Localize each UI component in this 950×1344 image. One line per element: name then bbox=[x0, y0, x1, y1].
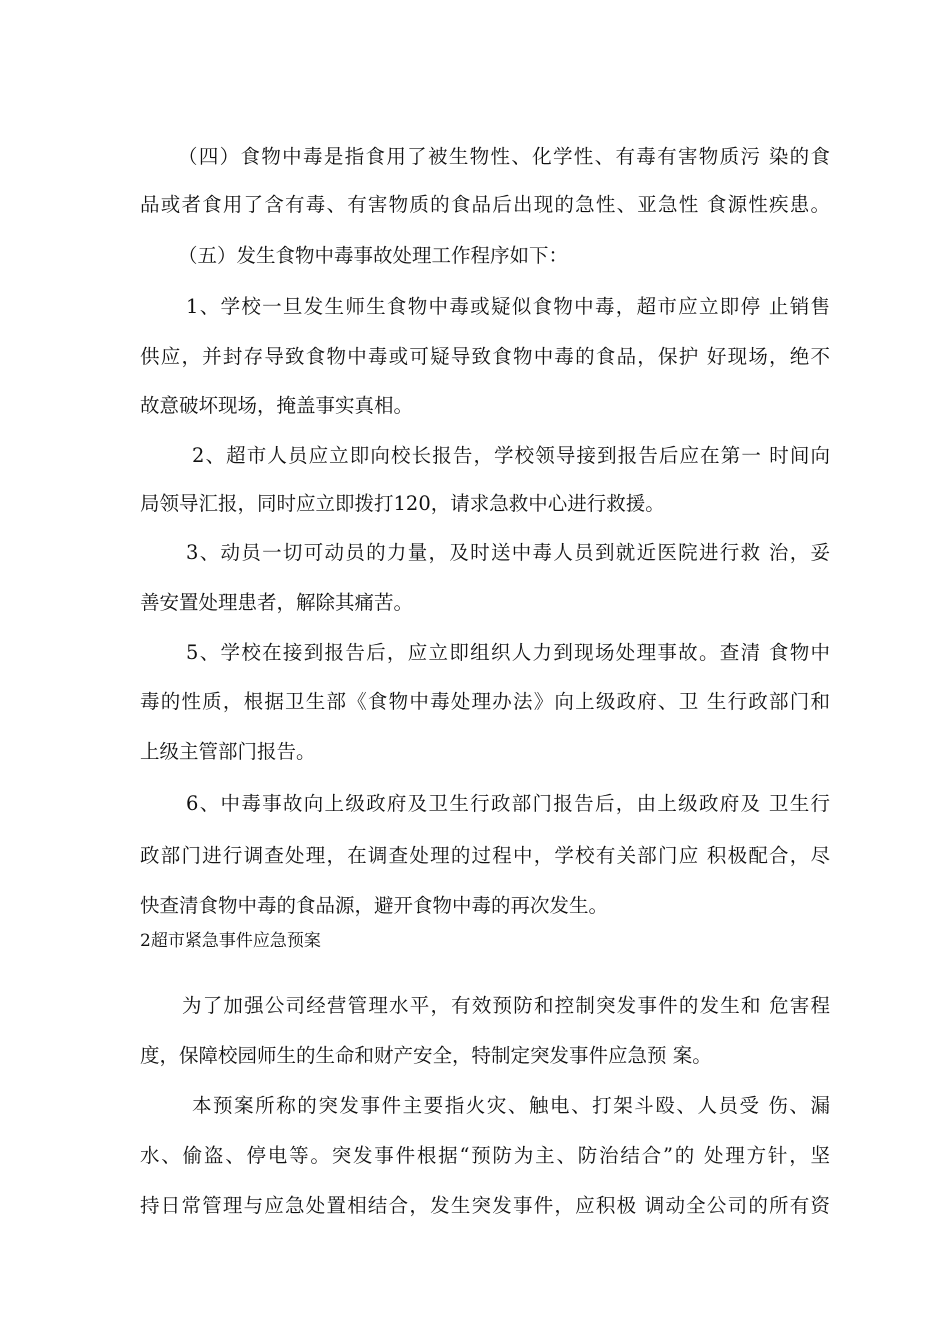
scope-line-3: 持日常管理与应急处置相结合，发生突发事件，应积极 调动全公司的所有资 bbox=[140, 1194, 830, 1217]
item-1-line-3: 故意破坏现场，掩盖事实真相。 bbox=[140, 394, 414, 417]
scope-line-2: 水、偷盗、停电等。突发事件根据“预防为主、防治结合”的 处理方针，坚 bbox=[140, 1144, 830, 1167]
item-5-line-3: 上级主管部门报告。 bbox=[140, 740, 316, 763]
item-1-line-2: 供应，并封存导致食物中毒或可疑导致食物中毒的食品，保护 好现场，绝不 bbox=[140, 345, 830, 368]
section-heading: 2超市紧急事件应急预案 bbox=[140, 931, 321, 951]
item-2-line-2: 局领导汇报，同时应立即拨打120，请求急救中心进行救援。 bbox=[140, 492, 665, 515]
item-3-line-1: 3、动员一切可动员的力量，及时送中毒人员到就近医院进行救 治，妥 bbox=[186, 541, 830, 564]
paragraph-4-line-2: 品或者食用了含有毒、有害物质的食品后出现的急性、亚急性 食源性疾患。 bbox=[140, 193, 830, 216]
paragraph-4-line-1: （四）食物中毒是指食用了被生物性、化学性、有毒有害物质污 染的食 bbox=[178, 145, 830, 168]
item-5-line-2: 毒的性质，根据卫生部《食物中毒处理办法》向上级政府、卫 生行政部门和 bbox=[140, 690, 830, 713]
intro-line-1: 为了加强公司经营管理水平，有效预防和控制突发事件的发生和 危害程 bbox=[182, 994, 830, 1017]
paragraph-5-line-1: （五）发生食物中毒事故处理工作程序如下： bbox=[178, 244, 569, 267]
item-6-line-2: 政部门进行调查处理，在调查处理的过程中，学校有关部门应 积极配合，尽 bbox=[140, 844, 830, 867]
scope-line-1: 本预案所称的突发事件主要指火灾、触电、打架斗殴、人员受 伤、漏 bbox=[192, 1094, 830, 1117]
item-6-line-1: 6、中毒事故向上级政府及卫生行政部门报告后，由上级政府及 卫生行 bbox=[186, 792, 830, 815]
item-6-line-3: 快查清食物中毒的食品源，避开食物中毒的再次发生。 bbox=[140, 894, 609, 917]
item-1-line-1: 1、学校一旦发生师生食物中毒或疑似食物中毒，超市应立即停 止销售 bbox=[186, 295, 830, 318]
item-3-line-2: 善安置处理患者，解除其痛苦。 bbox=[140, 591, 414, 614]
item-5-line-1: 5、学校在接到报告后，应立即组织人力到现场处理事故。查清 食物中 bbox=[186, 641, 830, 664]
intro-line-2: 度，保障校园师生的生命和财产安全，特制定突发事件应急预 案。 bbox=[140, 1044, 712, 1067]
item-2-line-1: 2、超市人员应立即向校长报告，学校领导接到报告后应在第一 时间向 bbox=[192, 444, 830, 467]
